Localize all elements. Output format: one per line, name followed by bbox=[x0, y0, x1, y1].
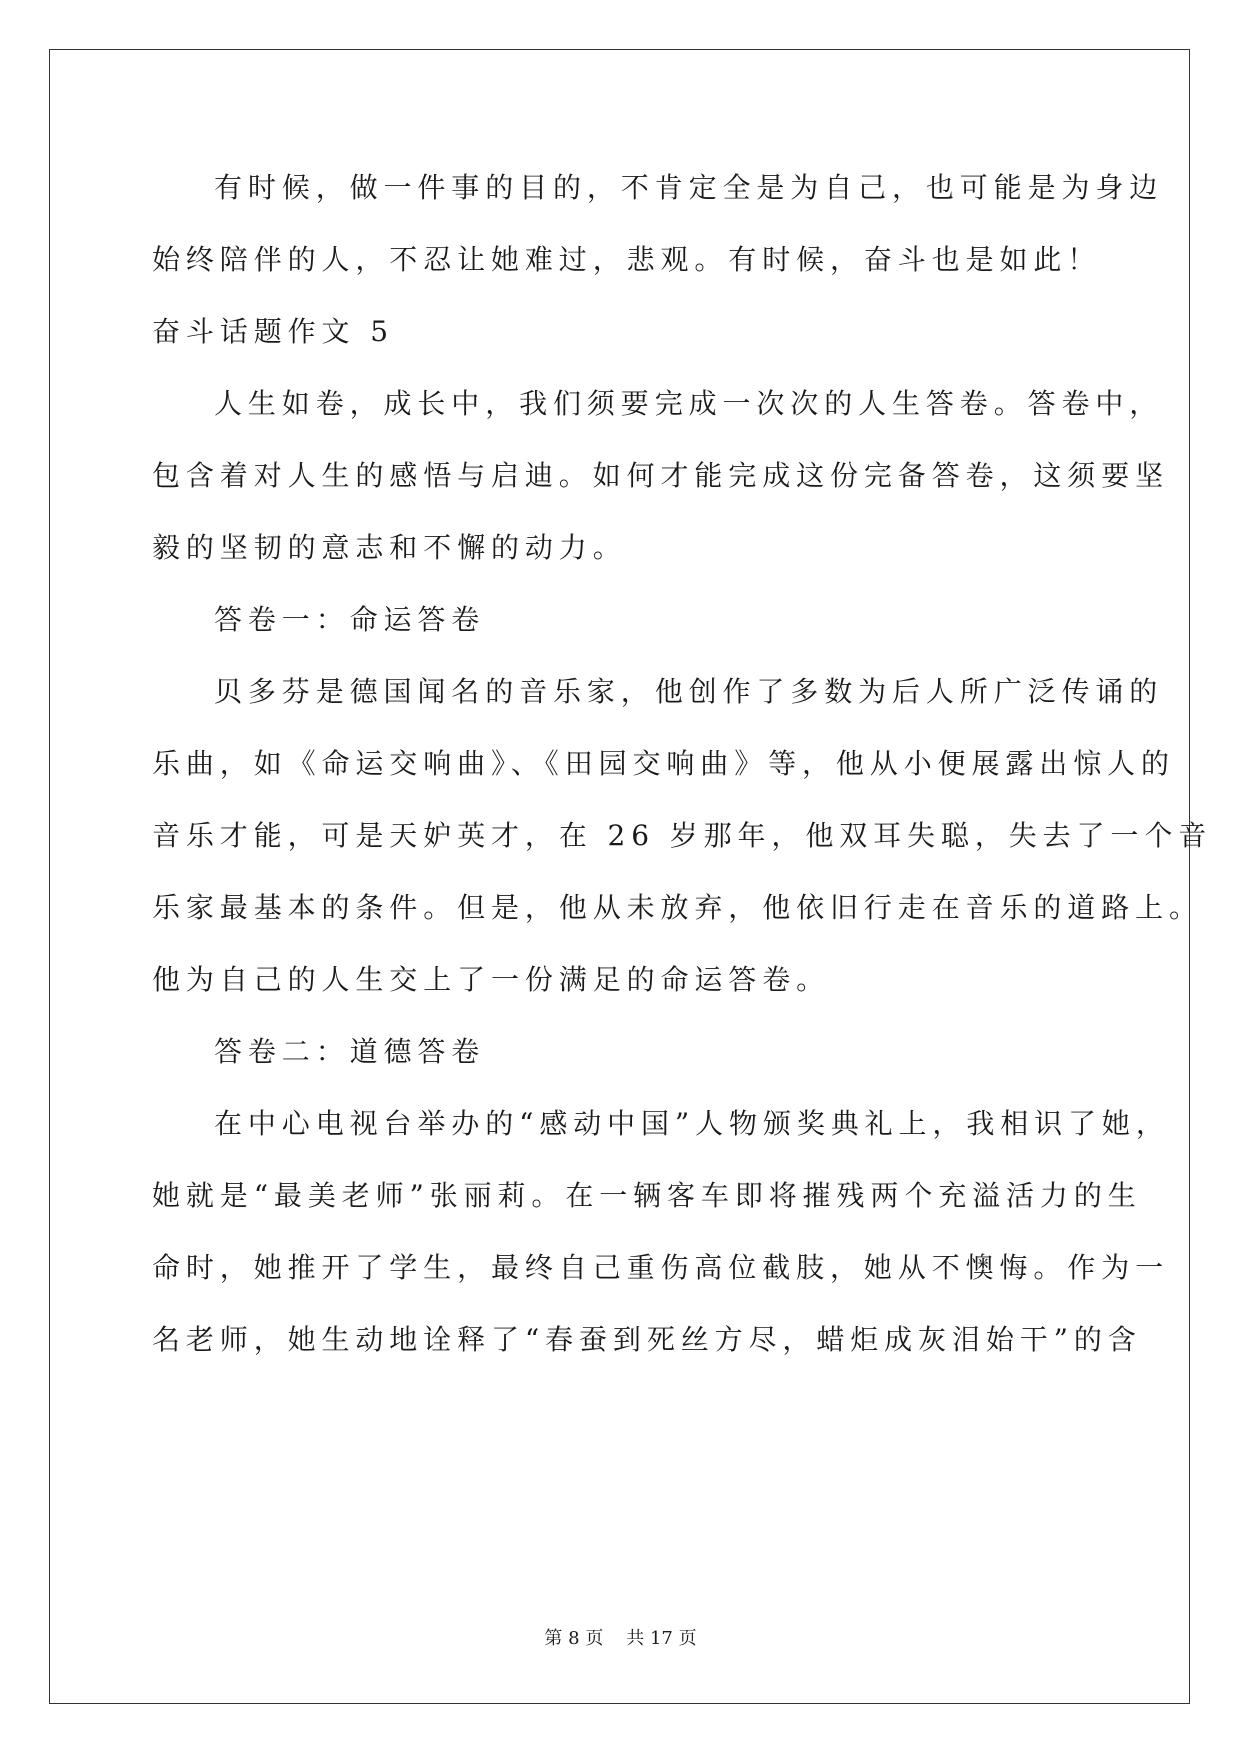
paragraph-line: 音乐才能，可是天妒英才，在 26 岁那年，他双耳失聪，失去了一个音 bbox=[152, 819, 1213, 852]
paragraph-line: 他为自己的人生交上了一份满足的命运答卷。 bbox=[152, 963, 831, 996]
section-heading: 奋斗话题作文 5 bbox=[152, 315, 394, 348]
paragraph-line: 人生如卷，成长中，我们须要完成一次次的人生答卷。答卷中， bbox=[214, 387, 1164, 420]
paragraph-line: 在中心电视台举办的“感动中国”人物颁奖典礼上，我相识了她， bbox=[214, 1107, 1170, 1140]
paragraph-line: 贝多芬是德国闻名的音乐家，他创作了多数为后人所广泛传诵的 bbox=[214, 675, 1164, 708]
page-total: 共 17 页 bbox=[626, 1628, 697, 1649]
page-footer bbox=[0, 1627, 1241, 1651]
paragraph-line: 命时，她推开了学生，最终自己重伤高位截肢，她从不懊悔。作为一 bbox=[152, 1251, 1170, 1284]
paragraph-line: 始终陪伴的人，不忍让她难过，悲观。有时候，奋斗也是如此！ bbox=[152, 243, 1102, 276]
paragraph-line: 包含着对人生的感悟与启迪。如何才能完成这份完备答卷，这须要坚 bbox=[152, 459, 1170, 492]
paragraph-line: 乐家最基本的条件。但是，他从未放弃，他依旧行走在音乐的道路上。 bbox=[152, 891, 1203, 924]
paragraph-line: 毅的坚韧的意志和不懈的动力。 bbox=[152, 531, 627, 564]
page-number: 第 8 页 bbox=[544, 1628, 604, 1649]
subsection-heading: 答卷二：道德答卷 bbox=[214, 1035, 486, 1068]
subsection-heading: 答卷一：命运答卷 bbox=[214, 603, 486, 636]
paragraph-line: 她就是“最美老师”张丽莉。在一辆客车即将摧残两个充溢活力的生 bbox=[152, 1179, 1142, 1212]
paragraph-line: 名老师，她生动地诠释了“春蚕到死丝方尽，蜡炬成灰泪始干”的含 bbox=[152, 1323, 1142, 1356]
paragraph-line: 有时候，做一件事的目的，不肯定全是为自己，也可能是为身边 bbox=[214, 171, 1164, 204]
document-body bbox=[152, 160, 1213, 1368]
paragraph-line: 乐曲，如《命运交响曲》、《田园交响曲》等，他从小便展露出惊人的 bbox=[152, 747, 1175, 780]
